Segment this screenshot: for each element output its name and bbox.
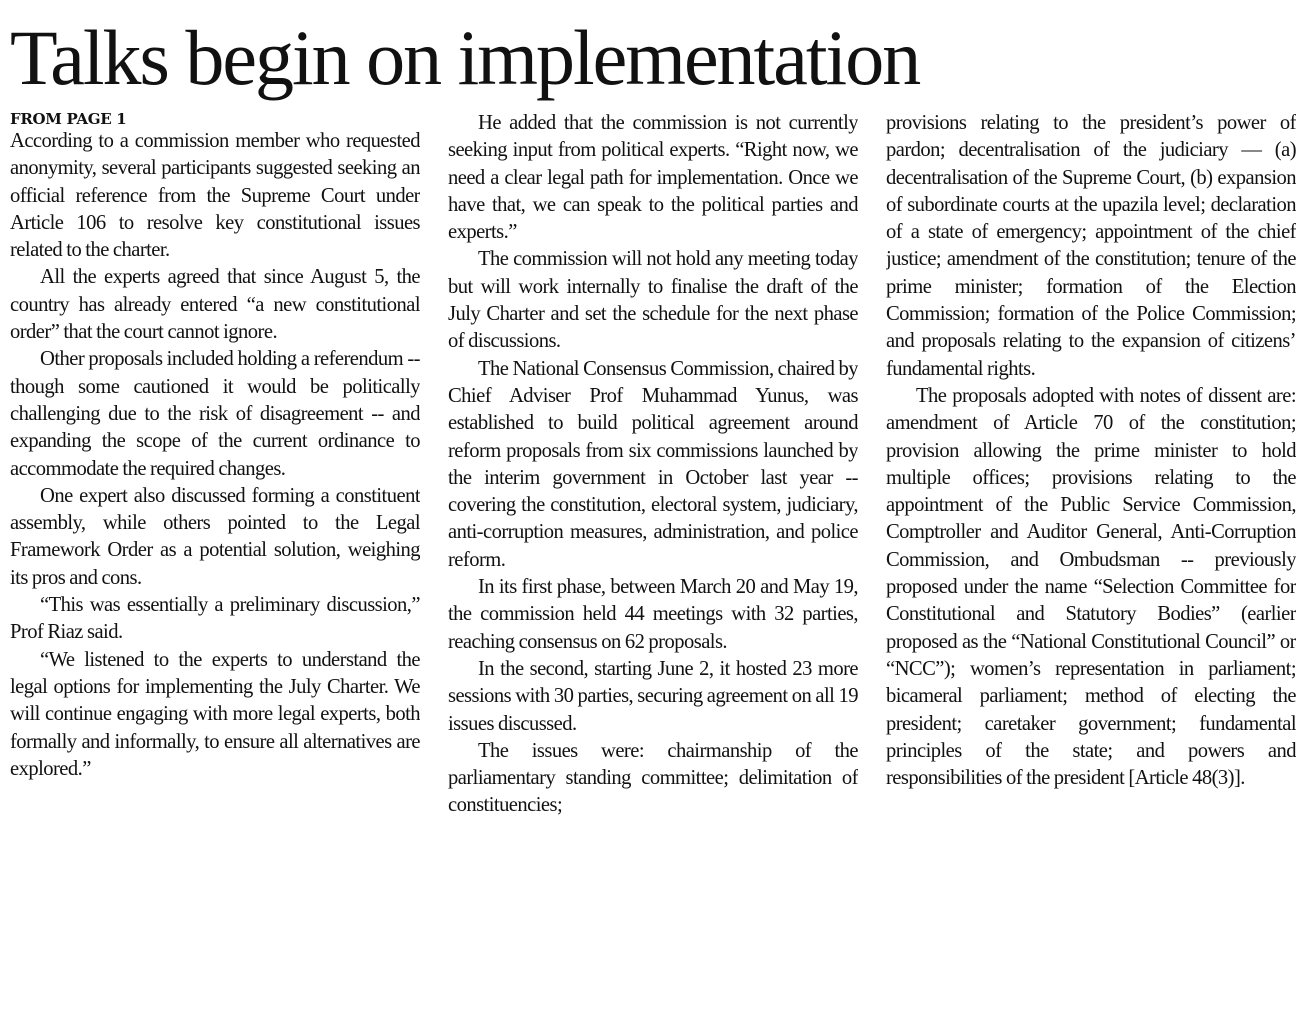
article-column-3 — [886, 110, 1296, 1015]
paragraph: The issues were: chairmanship of the parliamentary standing committee; delimitation of constituencies; — [448, 739, 858, 817]
paragraph: provisions relating to the president’s power of pardon; decentralisation of the judiciary — (a) decentralisation of the Supreme Court, (b) expansion of subordinate courts at the upazila level; declaration of a state of emergency; appointment of the chief justice; amendment of the constitution; tenure of the prime minister; formation of the Election Commission; formation of the Police Commission; and proposals relating to the expansion of citizens’ fundamental rights. — [886, 112, 1296, 380]
paragraph: One expert also discussed forming a constituent assembly, while others pointed to the Legal Framework Order as a potential solution, weighing its pros and cons. — [10, 484, 420, 589]
paragraph: All the experts agreed that since August 5, the country has already entered “a new constitutional order” that the court cannot ignore. — [10, 266, 420, 344]
paragraph: The National Consensus Commission, chaired by Chief Adviser Prof Muhammad Yunus, was established to build political agreement around reform proposals from six commissions launched by the interim government in October last year -- covering the constitution, electoral system, judiciary, anti-corruption measures, administration, and police reform. — [448, 357, 858, 571]
paragraph: In its first phase, between March 20 and May 19, the commission held 44 meetings with 32 parties, reaching consensus on 62 proposals. — [448, 576, 858, 653]
paragraph: “This was essentially a preliminary discussion,” Prof Riaz said. — [10, 594, 420, 644]
paragraph: In the second, starting June 2, it hosted 23 more sessions with 30 parties, securing agreement on all 19 issues discussed. — [448, 657, 858, 735]
paragraph: Other proposals included holding a referendum -- though some cautioned it would be politically challenging due to the risk of disagreement -- and expanding the scope of the current ordinance to accommodate the required changes. — [10, 348, 420, 480]
paragraph: The proposals adopted with notes of dissent are: amendment of Article 70 of the constitution; provision allowing the prime minister to hold multiple offices; provisions relating to the appointment of the Public Service Commission, Comptroller and Auditor General, Anti-Corruption Commission, and Ombudsman -- previously proposed under the name “Selection Committee for Constitutional and Statutory Bodies” (earlier proposed as the “National Constitutional Council” or “NCC”); women’s representation in parliament; bicameral parliament; method of electing the president; caretaker government; fundamental principles of the state; and powers and responsibilities of the president [Article 48(3)]. — [886, 384, 1296, 790]
paragraph: He added that the commission is not currently seeking input from political experts. “Right now, we need a clear legal path for implementation. Once we have that, we can speak to the political parties and experts.” — [448, 112, 858, 244]
article-column-2 — [448, 110, 858, 1015]
headline: Talks begin on implementation — [10, 14, 920, 101]
paragraph: “We listened to the experts to understand the legal options for implementing the July Charter. We will continue engaging with more legal experts, both formally and informally, to ensure all alternatives are explored.” — [10, 648, 420, 780]
article-column-1 — [10, 110, 420, 1015]
kicker-from-page-1: FROM PAGE 1 — [10, 110, 127, 128]
paragraph: The commission will not hold any meeting today but will work internally to finalise the draft of the July Charter and set the schedule for the next phase of discussions. — [448, 248, 858, 353]
paragraph: According to a commission member who requested anonymity, several participants suggested seeking an official reference from the Supreme Court under Article 106 to resolve key constitutional issues related to the charter. — [10, 130, 420, 262]
